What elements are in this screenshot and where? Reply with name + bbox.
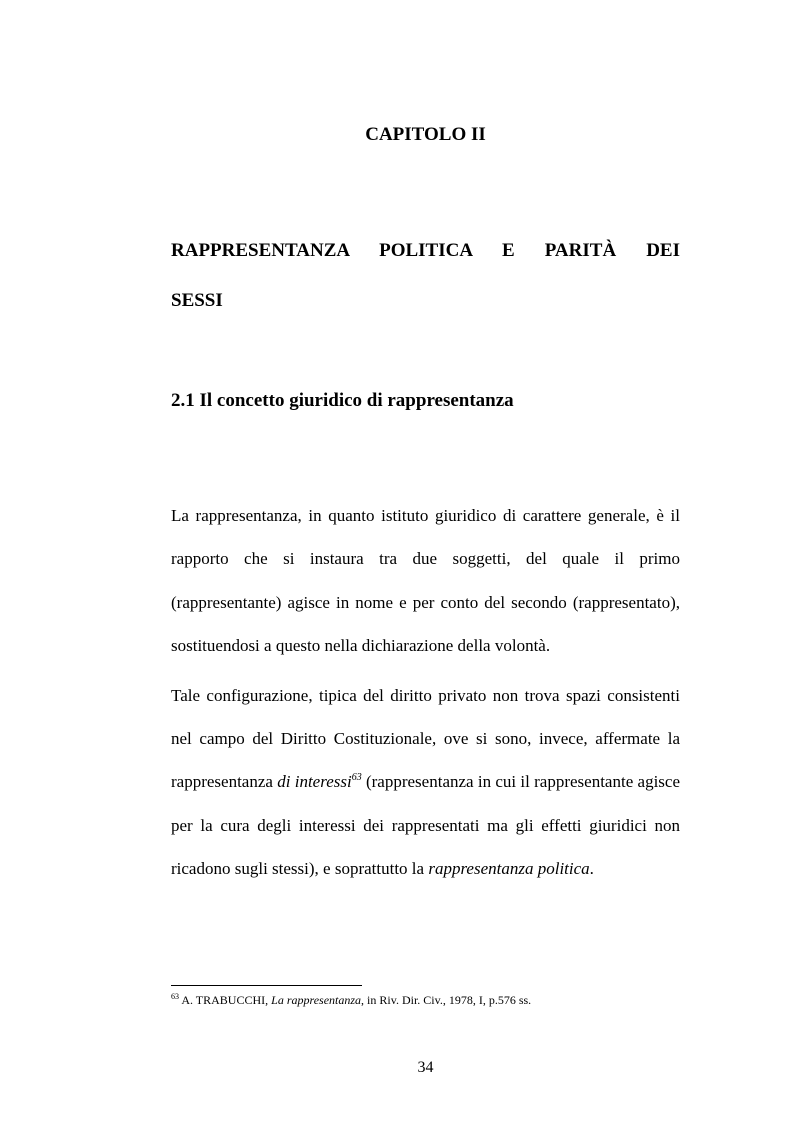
footnote-reference[interactable]: 63 xyxy=(351,772,362,784)
page-number: 34 xyxy=(417,1059,434,1076)
paragraph-2 xyxy=(171,674,680,891)
paragraph-1: La rappresentanza, in quanto istituto giuridico di carattere generale, è il rapporto che si instaura tra due soggetti, del quale il primo (rappresentante) agisce in nome e per conto del secondo (rappresentato), sostituendosi a questo nella dichiarazione della volontà. xyxy=(171,506,680,656)
footnote-number: 63 xyxy=(171,992,179,1001)
part-title-line-1: RAPPRESENTANZA POLITICA E PARITÀ DEI xyxy=(171,240,680,261)
paragraph-2-text-a: Tale configurazione, tipica del diritto privato non trova spazi consistenti nel campo del Diritto Costituzionale, ove si sono, invece, affermate la rappresentanza xyxy=(171,685,680,792)
footnote xyxy=(171,992,680,1008)
footnote-separator xyxy=(171,985,362,986)
footnote-author: A. TRABUCCHI, xyxy=(179,993,272,1007)
footnote-citation: , in Riv. Dir. Civ., 1978, I, p.576 ss. xyxy=(361,993,532,1007)
part-title-line-2: SESSI xyxy=(171,290,223,311)
paragraph-2-text-b: (rappresentanza in cui il rappresentante agisce per la cura degli interessi dei rappresentati ma gli effetti giuridici non ricadono sugli stessi), e soprattutto la xyxy=(171,772,680,879)
paragraph-2-italic-term: di interessi xyxy=(277,772,352,792)
paragraph-2-italic-term-2: rappresentanza politica xyxy=(428,859,590,879)
paragraph-2-text-c: . xyxy=(589,859,594,879)
section-title: 2.1 Il concetto giuridico di rappresentanza xyxy=(171,390,514,411)
part-title xyxy=(171,226,680,326)
footnote-work-title: La rappresentanza xyxy=(271,993,362,1007)
body-text xyxy=(171,494,680,891)
chapter-title: CAPITOLO II xyxy=(365,124,486,145)
